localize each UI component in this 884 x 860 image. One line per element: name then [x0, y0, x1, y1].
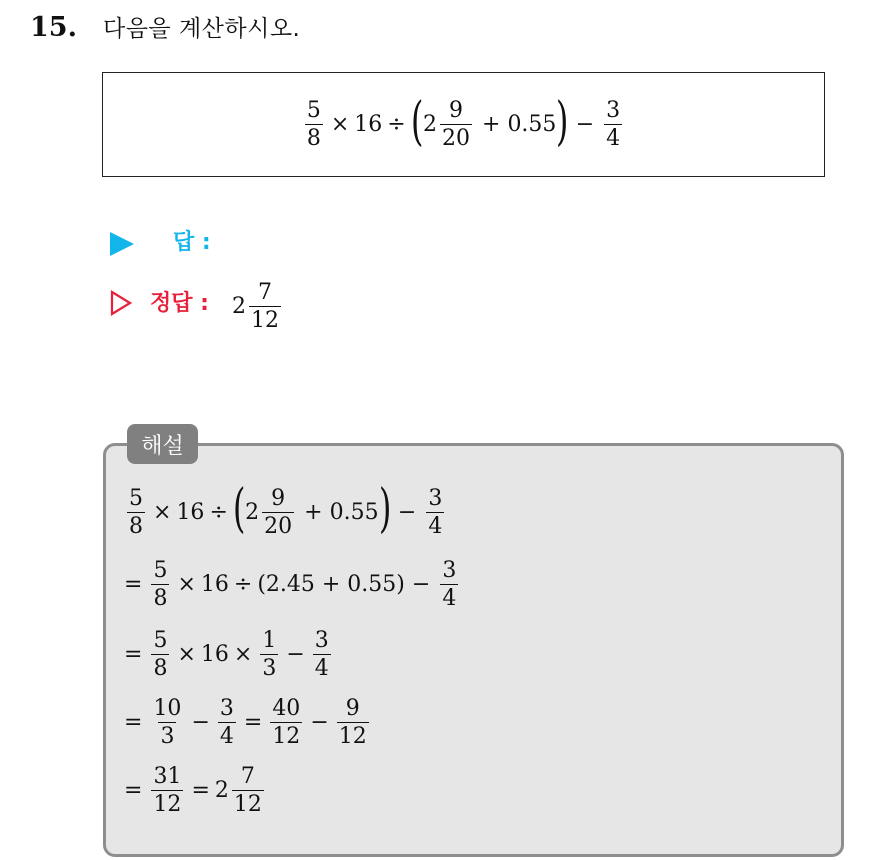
explanation-tab: 해설 — [127, 424, 198, 464]
fraction: $\frac{10}{3}$ — [153, 695, 182, 749]
fraction: $\frac{5}{8}$ — [129, 485, 143, 539]
fraction: $\frac{3}{4}$ — [606, 98, 621, 151]
fraction: $\frac{5}{8}$ — [306, 98, 321, 151]
solution-step-4: = $\frac{10}{3}$ − $\frac{3}{4}$ = $\frac{40}{12}$ − $\frac{9}{12}$ — [124, 695, 367, 749]
outline-triangle-icon — [110, 290, 132, 316]
play-triangle-icon — [110, 232, 134, 256]
solution-step-1: $\frac{5}{8}$ × 16 ÷ ( 2 $\frac{9}{20}$ + 0.55 ) − $\frac{3}{4}$ — [129, 479, 443, 539]
fraction: $\frac{1}{3}$ — [262, 627, 277, 681]
solution-step-2: = $\frac{5}{8}$ × 16 ÷ (2.45 + 0.55) − $\frac{3}{4}$ — [124, 557, 457, 611]
problem-expression: $\frac{5}{8}$ × 16 ÷ ( 2 $\frac{9}{20}$ + 0.55 ) − $\frac{3}{4}$ — [306, 91, 621, 152]
fraction: $\frac{3}{4}$ — [442, 557, 457, 611]
fraction: $\frac{5}{8}$ — [153, 627, 168, 681]
solution-step-3: = $\frac{5}{8}$ × 16 × $\frac{1}{3}$ − $\frac{3}{4}$ — [124, 627, 329, 681]
question-text: 다음을 계산하시오. — [103, 16, 301, 42]
fraction: $\frac{9}{12}$ — [338, 695, 367, 749]
answer-label: 답 : — [173, 230, 211, 255]
fraction: $\frac{40}{12}$ — [272, 695, 301, 749]
fraction: $\frac{5}{8}$ — [153, 557, 168, 611]
solution-step-5: = $\frac{31}{12}$ = 2 $\frac{7}{12}$ — [124, 763, 262, 817]
fraction: $\frac{9}{20}$ — [264, 485, 293, 539]
question-number: 15. — [30, 12, 77, 43]
fraction: $\frac{9}{20}$ — [442, 98, 470, 151]
correct-answer-label: 정답 : — [150, 291, 209, 316]
fraction: $\frac{7}{12}$ — [251, 280, 279, 333]
fraction: $\frac{3}{4}$ — [219, 695, 234, 749]
correct-answer-value: 2 $\frac{7}{12}$ — [232, 280, 279, 333]
fraction: $\frac{7}{12}$ — [233, 763, 262, 817]
fraction: $\frac{31}{12}$ — [153, 763, 182, 817]
problem-box — [102, 72, 825, 177]
fraction: $\frac{3}{4}$ — [428, 485, 443, 539]
fraction: $\frac{3}{4}$ — [314, 627, 329, 681]
